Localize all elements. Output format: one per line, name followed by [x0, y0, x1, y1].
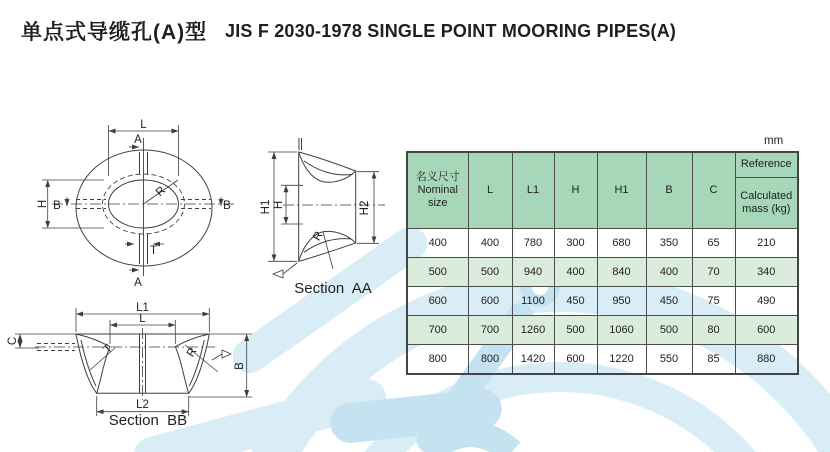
- plan-view-drawing: [30, 118, 242, 290]
- page-title-english: JIS F 2030-1978 SINGLE POINT MOORING PIPES(A): [225, 21, 677, 41]
- dim-label-H: H: [37, 199, 49, 209]
- dim-label-R: R: [153, 184, 169, 200]
- dim-label-C: C: [7, 336, 19, 346]
- cell-size: 600: [407, 287, 468, 316]
- cell-H1: 950: [597, 287, 646, 316]
- cell-L: 500: [468, 258, 512, 287]
- header-nominal-en: Nominal size: [417, 183, 458, 210]
- dim-label-H2: H2: [359, 200, 371, 216]
- header-col-L1: L1: [512, 152, 554, 229]
- cell-C: 80: [692, 316, 735, 345]
- cell-H: 600: [554, 345, 597, 375]
- section-aa-caption: Section AA: [294, 280, 372, 297]
- page-title-chinese: 单点式导缆孔(A)型: [21, 21, 208, 44]
- dim-label-B: B: [234, 362, 246, 370]
- table-header-row: [407, 152, 798, 178]
- header-calculated-mass: Calculated mass (kg): [735, 178, 798, 229]
- cell-H: 450: [554, 287, 597, 316]
- cell-L: 800: [468, 345, 512, 375]
- header-col-H: H: [554, 152, 597, 229]
- cell-mass: 340: [735, 258, 798, 287]
- cell-B: 350: [646, 229, 692, 258]
- header-col-H1: H1: [597, 152, 646, 229]
- cell-size: 400: [407, 229, 468, 258]
- dim-label-R: R: [311, 229, 326, 244]
- cell-H1: 680: [597, 229, 646, 258]
- table-row: [407, 287, 798, 316]
- cell-C: 65: [692, 229, 735, 258]
- dim-label-L: L: [139, 313, 146, 325]
- cell-L1: 1100: [512, 287, 554, 316]
- units-label: mm: [764, 135, 784, 147]
- section-label-A-bottom: A: [134, 277, 142, 289]
- table-row: [407, 316, 798, 345]
- section-bb-caption: Section BB: [108, 412, 188, 429]
- dim-label-L1: L1: [136, 302, 149, 314]
- cell-H: 400: [554, 258, 597, 287]
- dim-label-T: T: [101, 342, 116, 357]
- cell-H1: 1060: [597, 316, 646, 345]
- dim-label-L2: L2: [136, 399, 149, 411]
- header-nominal-cn: 名义尺寸: [415, 170, 460, 183]
- cell-B: 550: [646, 345, 692, 375]
- cell-H: 300: [554, 229, 597, 258]
- cell-H1: 1220: [597, 345, 646, 375]
- cell-C: 75: [692, 287, 735, 316]
- cell-C: 85: [692, 345, 735, 375]
- cell-B: 500: [646, 316, 692, 345]
- dim-label-H: H: [273, 200, 285, 210]
- cell-size: 700: [407, 316, 468, 345]
- cell-B: 450: [646, 287, 692, 316]
- section-aa-drawing: [245, 130, 395, 305]
- section-label-B-right: B: [223, 200, 231, 212]
- cell-H: 500: [554, 316, 597, 345]
- cell-L: 400: [468, 229, 512, 258]
- dimensions-table: [406, 151, 799, 375]
- cell-mass: 880: [735, 345, 798, 375]
- section-label-A-top: A: [134, 134, 142, 146]
- section-label-B-left: B: [53, 200, 61, 212]
- dim-label-L: L: [140, 119, 147, 131]
- cell-L1: 1260: [512, 316, 554, 345]
- dim-label-H1: H1: [260, 199, 272, 215]
- table-row: [407, 229, 798, 258]
- cell-H1: 840: [597, 258, 646, 287]
- cell-L: 700: [468, 316, 512, 345]
- cell-mass: 600: [735, 316, 798, 345]
- cell-size: 500: [407, 258, 468, 287]
- cell-L1: 940: [512, 258, 554, 287]
- cell-L1: 1420: [512, 345, 554, 375]
- header-col-C: C: [692, 152, 735, 229]
- table-row: [407, 345, 798, 375]
- table-row: [407, 258, 798, 287]
- cell-L: 600: [468, 287, 512, 316]
- header-col-L: L: [468, 152, 512, 229]
- cell-C: 70: [692, 258, 735, 287]
- cell-B: 400: [646, 258, 692, 287]
- cell-mass: 210: [735, 229, 798, 258]
- cell-mass: 490: [735, 287, 798, 316]
- cell-L1: 780: [512, 229, 554, 258]
- section-bb-drawing: [5, 300, 263, 452]
- cell-size: 800: [407, 345, 468, 375]
- header-reference: Reference: [735, 152, 798, 178]
- header-col-B: B: [646, 152, 692, 229]
- dim-label-R: R: [184, 345, 200, 360]
- header-nominal-size: [407, 152, 468, 229]
- dim-label-T: T: [150, 245, 158, 257]
